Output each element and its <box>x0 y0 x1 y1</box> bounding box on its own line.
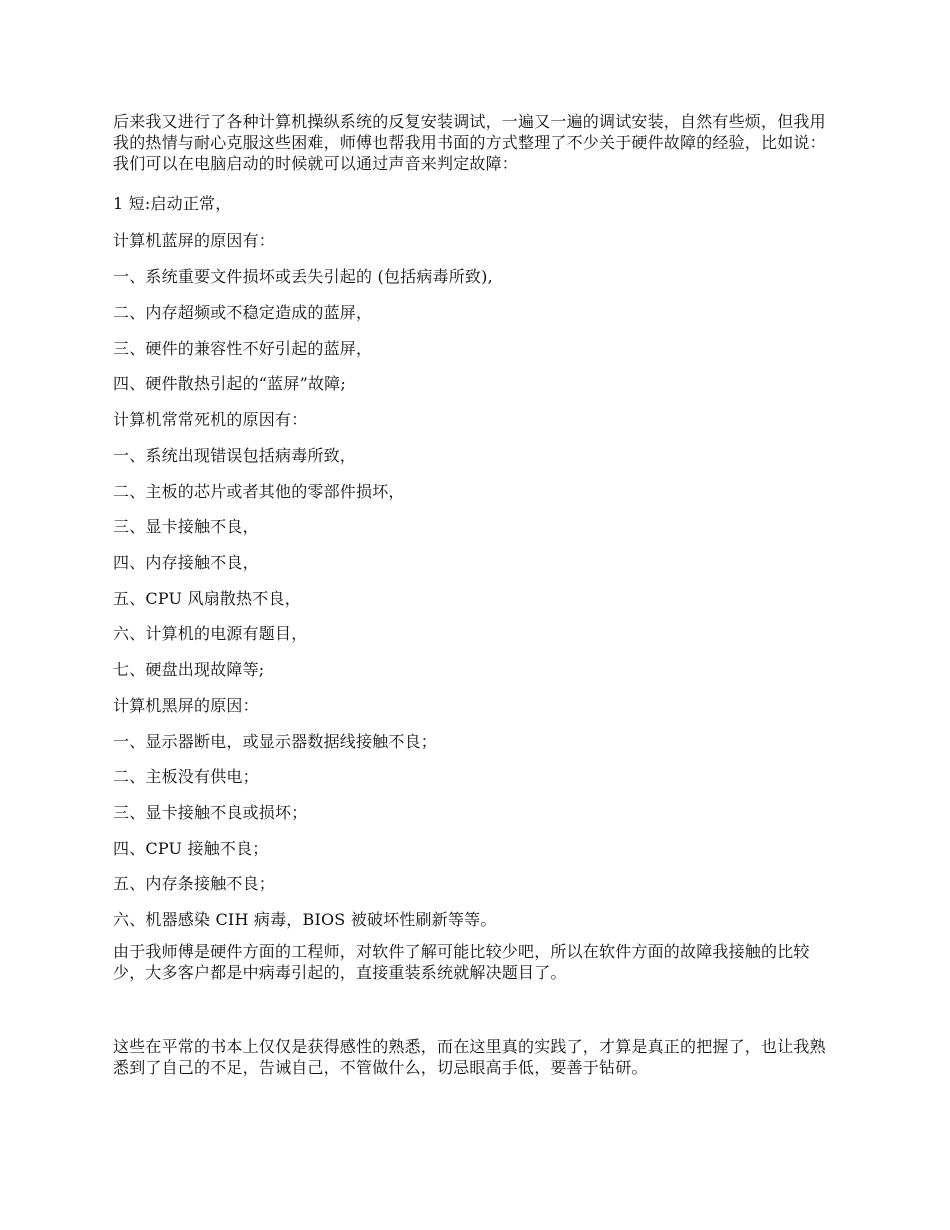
black-screen-heading: 计算机黑屏的原因： <box>113 696 259 715</box>
list-item: 二、主板没有供电； <box>113 767 259 786</box>
engineer-paragraph: 由于我师傅是硬件方面的工程师，对软件了解可能比较少吧，所以在软件方面的故障我接触的比较少，大多客户都是中病毒引起的，直接重装系统就解决题目了。 <box>113 942 810 982</box>
list-item: 六、机器感染 CIH 病毒，BIOS 被破坏性刷新等等。 <box>113 910 497 929</box>
list-item: 二、主板的芯片或者其他的零部件损坏， <box>113 482 405 501</box>
list-item: 一、显示器断电，或显示器数据线接触不良； <box>113 732 438 751</box>
crash-heading: 计算机常常死机的原因有： <box>113 410 308 429</box>
list-item: 四、内存接触不良， <box>113 553 259 572</box>
list-item: 三、显卡接触不良或损坏； <box>113 803 308 822</box>
list-item: 七、硬盘出现故障等; <box>113 660 265 679</box>
list-item: 五、CPU 风扇散热不良， <box>113 589 301 608</box>
list-item: 三、显卡接触不良， <box>113 517 259 536</box>
blue-screen-heading: 计算机蓝屏的原因有： <box>113 231 276 250</box>
list-item: 三、硬件的兼容性不好引起的蓝屏， <box>113 339 373 358</box>
beep-line: 1 短:启动正常， <box>113 194 232 213</box>
list-item: 五、内存条接触不良； <box>113 874 276 893</box>
list-item: 六、计算机的电源有题目， <box>113 624 308 643</box>
closing-paragraph: 这些在平常的书本上仅仅是获得感性的熟悉，而在这里真的实践了，才算是真正的把握了，也让我熟悉到了自己的不足，告诫自己，不管做什么，切忌眼高手低，要善于钻研。 <box>113 1037 826 1077</box>
list-item: 四、硬件散热引起的“蓝屏”故障; <box>113 374 346 393</box>
list-item: 四、CPU 接触不良； <box>113 839 269 858</box>
list-item: 二、内存超频或不稳定造成的蓝屏， <box>113 303 373 322</box>
list-item: 一、系统出现错误包括病毒所致， <box>113 446 357 465</box>
list-item: 一、系统重要文件损坏或丢失引起的 (包括病毒所致), <box>113 267 493 286</box>
intro-paragraph: 后来我又进行了各种计算机操纵系统的反复安装调试，一遍又一遍的调试安装，自然有些烦，但我用我的热情与耐心克服这些困难，师傅也帮我用书面的方式整理了不少关于硬件故障的经验，比如说：我们可以在电脑启动的时候就可以通过声音来判定故障： <box>113 112 826 173</box>
